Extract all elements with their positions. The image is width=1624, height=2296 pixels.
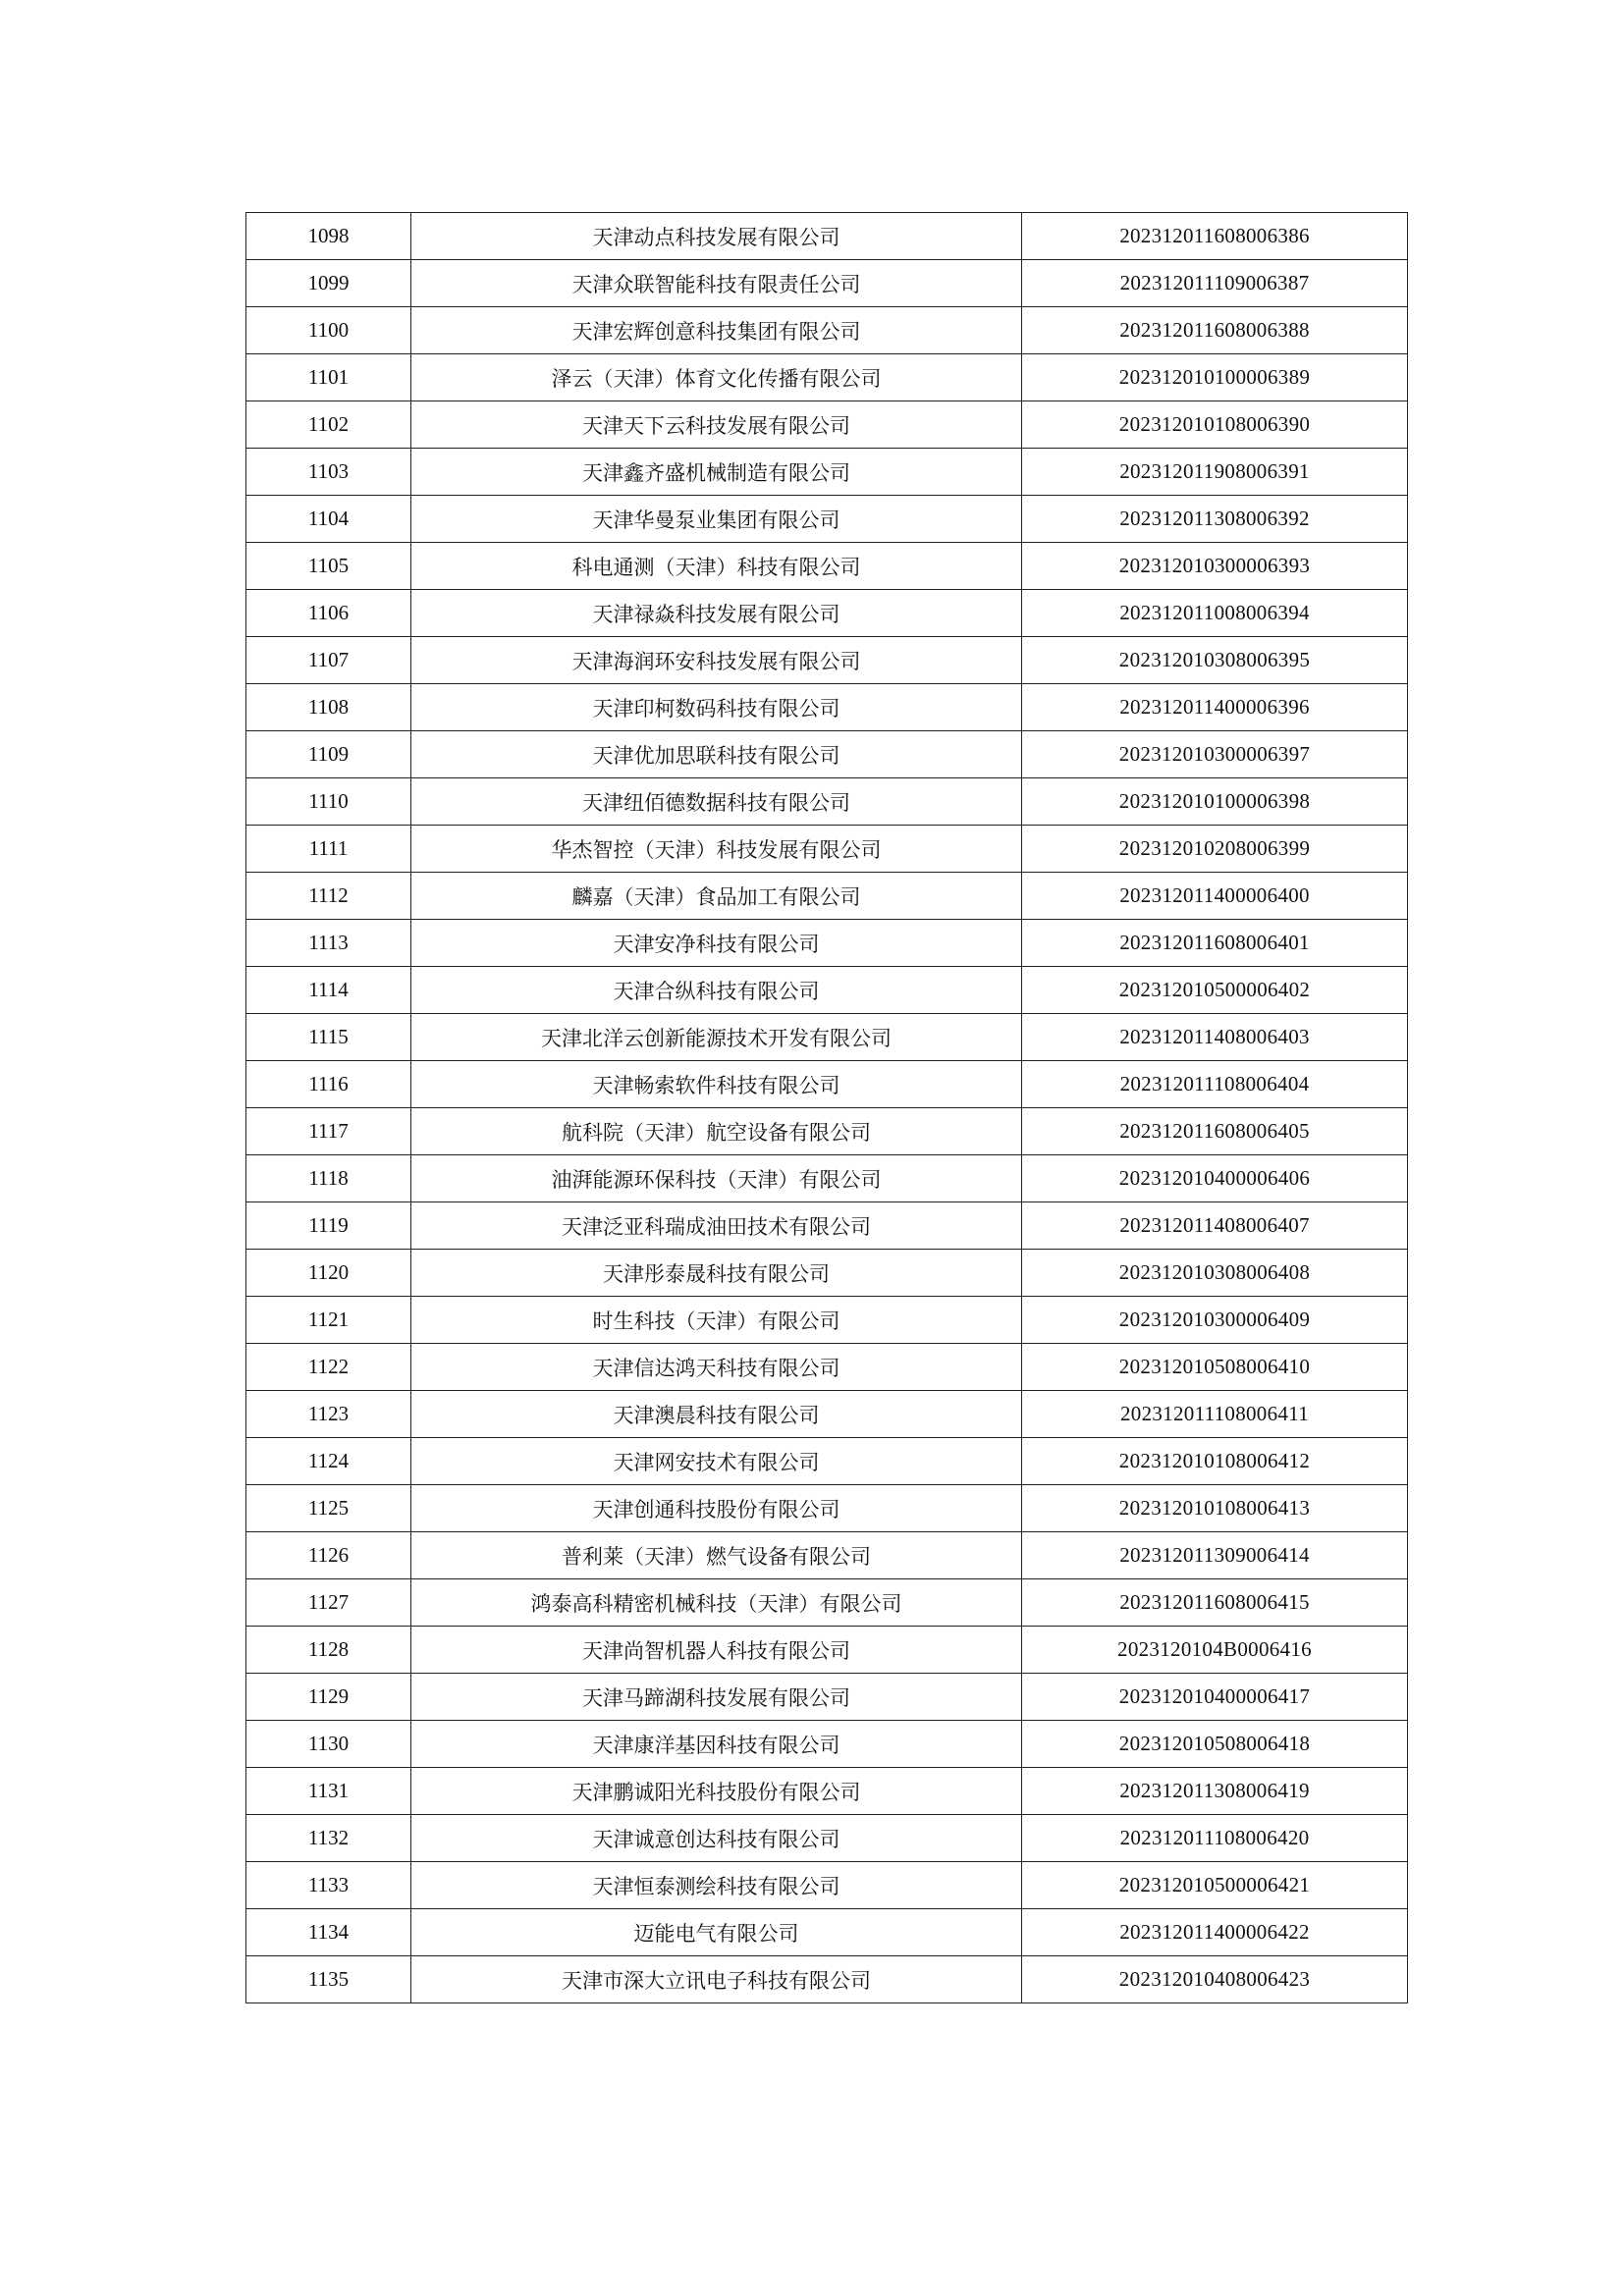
- row-number: 1110: [246, 778, 411, 826]
- company-name: 鸿泰高科精密机械科技（天津）有限公司: [411, 1579, 1022, 1627]
- table-row: [246, 731, 1408, 778]
- registration-code: 202312011308006392: [1022, 496, 1408, 543]
- row-number: 1131: [246, 1768, 411, 1815]
- company-name: 天津纽佰德数据科技有限公司: [411, 778, 1022, 826]
- company-name: 天津诚意创达科技有限公司: [411, 1815, 1022, 1862]
- company-name: 天津优加思联科技有限公司: [411, 731, 1022, 778]
- company-name: 天津印柯数码科技有限公司: [411, 684, 1022, 731]
- registration-code: 202312010108006390: [1022, 401, 1408, 449]
- registration-code: 202312010400006406: [1022, 1155, 1408, 1202]
- row-number: 1098: [246, 213, 411, 260]
- registration-code: 202312011608006401: [1022, 920, 1408, 967]
- registration-code: 202312010100006398: [1022, 778, 1408, 826]
- row-number: 1102: [246, 401, 411, 449]
- table-row: [246, 1956, 1408, 2003]
- registration-code: 202312011608006386: [1022, 213, 1408, 260]
- registration-code: 202312011400006422: [1022, 1909, 1408, 1956]
- registration-code: 202312011408006403: [1022, 1014, 1408, 1061]
- company-name: 天津天下云科技发展有限公司: [411, 401, 1022, 449]
- row-number: 1133: [246, 1862, 411, 1909]
- company-name: 科电通测（天津）科技有限公司: [411, 543, 1022, 590]
- row-number: 1100: [246, 307, 411, 354]
- table-row: [246, 543, 1408, 590]
- row-number: 1116: [246, 1061, 411, 1108]
- company-name: 华杰智控（天津）科技发展有限公司: [411, 826, 1022, 873]
- row-number: 1099: [246, 260, 411, 307]
- row-number: 1134: [246, 1909, 411, 1956]
- registration-code: 202312010400006417: [1022, 1674, 1408, 1721]
- registration-code: 202312010508006418: [1022, 1721, 1408, 1768]
- company-name: 普利莱（天津）燃气设备有限公司: [411, 1532, 1022, 1579]
- table-row: [246, 1532, 1408, 1579]
- registration-code: 202312010108006413: [1022, 1485, 1408, 1532]
- row-number: 1106: [246, 590, 411, 637]
- row-number: 1117: [246, 1108, 411, 1155]
- company-name: 天津宏辉创意科技集团有限公司: [411, 307, 1022, 354]
- registration-code: 202312011908006391: [1022, 449, 1408, 496]
- company-name: 天津澳晨科技有限公司: [411, 1391, 1022, 1438]
- table-row: [246, 1485, 1408, 1532]
- table-row: [246, 1155, 1408, 1202]
- company-name: 天津北洋云创新能源技术开发有限公司: [411, 1014, 1022, 1061]
- table-row: [246, 1297, 1408, 1344]
- company-name: 天津华曼泵业集团有限公司: [411, 496, 1022, 543]
- row-number: 1121: [246, 1297, 411, 1344]
- row-number: 1119: [246, 1202, 411, 1250]
- row-number: 1122: [246, 1344, 411, 1391]
- registration-code: 202312011108006420: [1022, 1815, 1408, 1862]
- company-name: 天津动点科技发展有限公司: [411, 213, 1022, 260]
- registration-code: 202312010500006402: [1022, 967, 1408, 1014]
- company-name: 天津康洋基因科技有限公司: [411, 1721, 1022, 1768]
- table-row: [246, 1108, 1408, 1155]
- table-row: [246, 967, 1408, 1014]
- table-row: [246, 1250, 1408, 1297]
- registration-code: 202312011608006388: [1022, 307, 1408, 354]
- company-name: 天津合纵科技有限公司: [411, 967, 1022, 1014]
- registration-code: 202312010300006393: [1022, 543, 1408, 590]
- row-number: 1115: [246, 1014, 411, 1061]
- registration-code: 202312010500006421: [1022, 1862, 1408, 1909]
- table-row: [246, 449, 1408, 496]
- company-name: 天津鑫齐盛机械制造有限公司: [411, 449, 1022, 496]
- table-row: [246, 778, 1408, 826]
- table-row: [246, 1391, 1408, 1438]
- registration-code: 202312010308006408: [1022, 1250, 1408, 1297]
- registration-code: 202312011308006419: [1022, 1768, 1408, 1815]
- company-name: 泽云（天津）体育文化传播有限公司: [411, 354, 1022, 401]
- company-name: 天津泛亚科瑞成油田技术有限公司: [411, 1202, 1022, 1250]
- row-number: 1123: [246, 1391, 411, 1438]
- table-row: [246, 401, 1408, 449]
- table-row: [246, 637, 1408, 684]
- registration-code: 202312011400006396: [1022, 684, 1408, 731]
- table-row: [246, 873, 1408, 920]
- row-number: 1104: [246, 496, 411, 543]
- row-number: 1113: [246, 920, 411, 967]
- table-row: [246, 1202, 1408, 1250]
- table-row: [246, 1768, 1408, 1815]
- table-row: [246, 307, 1408, 354]
- row-number: 1101: [246, 354, 411, 401]
- registration-code: 202312011108006404: [1022, 1061, 1408, 1108]
- table-row: [246, 1344, 1408, 1391]
- company-name: 天津信达鸿天科技有限公司: [411, 1344, 1022, 1391]
- row-number: 1126: [246, 1532, 411, 1579]
- table-body: [246, 213, 1408, 2003]
- registration-code: 202312010508006410: [1022, 1344, 1408, 1391]
- row-number: 1114: [246, 967, 411, 1014]
- company-name: 迈能电气有限公司: [411, 1909, 1022, 1956]
- registration-code: 202312011108006411: [1022, 1391, 1408, 1438]
- table-row: [246, 213, 1408, 260]
- registration-code: 202312010408006423: [1022, 1956, 1408, 2003]
- company-name: 天津众联智能科技有限责任公司: [411, 260, 1022, 307]
- table-row: [246, 1627, 1408, 1674]
- company-name: 天津彤泰晟科技有限公司: [411, 1250, 1022, 1297]
- company-name: 麟嘉（天津）食品加工有限公司: [411, 873, 1022, 920]
- table-row: [246, 1579, 1408, 1627]
- table-row: [246, 1674, 1408, 1721]
- row-number: 1103: [246, 449, 411, 496]
- row-number: 1118: [246, 1155, 411, 1202]
- row-number: 1124: [246, 1438, 411, 1485]
- table-row: [246, 1815, 1408, 1862]
- row-number: 1132: [246, 1815, 411, 1862]
- table-row: [246, 1438, 1408, 1485]
- row-number: 1109: [246, 731, 411, 778]
- company-name: 天津鹏诚阳光科技股份有限公司: [411, 1768, 1022, 1815]
- row-number: 1112: [246, 873, 411, 920]
- registration-code: 202312010300006397: [1022, 731, 1408, 778]
- registration-code: 202312011008006394: [1022, 590, 1408, 637]
- company-name: 航科院（天津）航空设备有限公司: [411, 1108, 1022, 1155]
- company-list-table: [245, 212, 1408, 2003]
- table-row: [246, 1014, 1408, 1061]
- row-number: 1107: [246, 637, 411, 684]
- table-row: [246, 1909, 1408, 1956]
- table-row: [246, 590, 1408, 637]
- row-number: 1128: [246, 1627, 411, 1674]
- registration-code: 202312010108006412: [1022, 1438, 1408, 1485]
- registration-code: 2023120104B0006416: [1022, 1627, 1408, 1674]
- company-name: 天津安净科技有限公司: [411, 920, 1022, 967]
- row-number: 1135: [246, 1956, 411, 2003]
- registration-code: 202312011608006415: [1022, 1579, 1408, 1627]
- registration-code: 202312010100006389: [1022, 354, 1408, 401]
- row-number: 1108: [246, 684, 411, 731]
- row-number: 1111: [246, 826, 411, 873]
- company-name: 天津马蹄湖科技发展有限公司: [411, 1674, 1022, 1721]
- registration-code: 202312011109006387: [1022, 260, 1408, 307]
- row-number: 1105: [246, 543, 411, 590]
- table-row: [246, 260, 1408, 307]
- company-name: 天津禄焱科技发展有限公司: [411, 590, 1022, 637]
- table-row: [246, 496, 1408, 543]
- company-name: 天津海润环安科技发展有限公司: [411, 637, 1022, 684]
- company-name: 天津创通科技股份有限公司: [411, 1485, 1022, 1532]
- company-name: 时生科技（天津）有限公司: [411, 1297, 1022, 1344]
- row-number: 1127: [246, 1579, 411, 1627]
- company-name: 天津畅索软件科技有限公司: [411, 1061, 1022, 1108]
- registration-code: 202312011408006407: [1022, 1202, 1408, 1250]
- row-number: 1120: [246, 1250, 411, 1297]
- table-row: [246, 1061, 1408, 1108]
- registration-code: 202312011608006405: [1022, 1108, 1408, 1155]
- table-row: [246, 1862, 1408, 1909]
- registration-code: 202312010208006399: [1022, 826, 1408, 873]
- company-name: 天津恒泰测绘科技有限公司: [411, 1862, 1022, 1909]
- table-row: [246, 920, 1408, 967]
- row-number: 1130: [246, 1721, 411, 1768]
- registration-code: 202312011400006400: [1022, 873, 1408, 920]
- row-number: 1129: [246, 1674, 411, 1721]
- company-name: 天津网安技术有限公司: [411, 1438, 1022, 1485]
- table-row: [246, 684, 1408, 731]
- table-row: [246, 354, 1408, 401]
- company-name: 天津尚智机器人科技有限公司: [411, 1627, 1022, 1674]
- company-name: 天津市深大立讯电子科技有限公司: [411, 1956, 1022, 2003]
- row-number: 1125: [246, 1485, 411, 1532]
- table-row: [246, 1721, 1408, 1768]
- registration-code: 202312011309006414: [1022, 1532, 1408, 1579]
- table-row: [246, 826, 1408, 873]
- registration-code: 202312010308006395: [1022, 637, 1408, 684]
- registration-code: 202312010300006409: [1022, 1297, 1408, 1344]
- company-name: 油湃能源环保科技（天津）有限公司: [411, 1155, 1022, 1202]
